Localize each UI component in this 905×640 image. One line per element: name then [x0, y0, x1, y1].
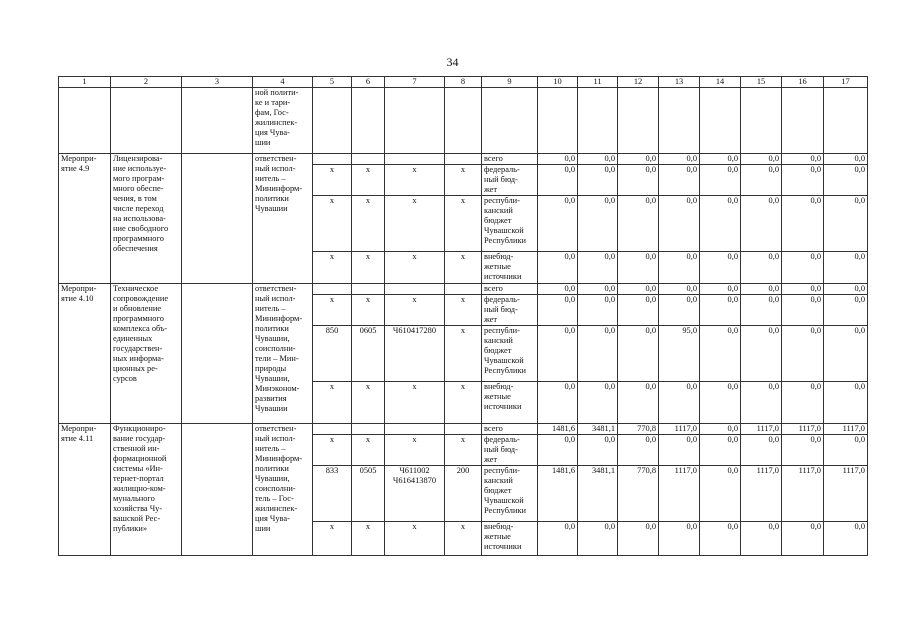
funding-source: внебюд- жетные источники: [482, 522, 538, 556]
table-row: [59, 154, 868, 165]
code-expense-type: x: [445, 326, 482, 382]
code-target: [385, 424, 445, 435]
amount-cell: 0,0: [741, 154, 782, 165]
code-expense-type: x: [445, 295, 482, 326]
code-grbs: [313, 154, 352, 165]
code-expense-type: [445, 154, 482, 165]
amount-cell: 0,0: [659, 435, 700, 466]
amount-cell: 95,0: [659, 326, 700, 382]
column-header: 3: [182, 77, 253, 88]
amount-cell: 0,0: [538, 165, 578, 196]
amount-cell: 0,0: [782, 522, 824, 556]
code-section: [352, 424, 385, 435]
code-section: [352, 284, 385, 295]
amount-cell: 0,0: [741, 165, 782, 196]
amount-cell: 0,0: [700, 252, 741, 284]
column-header: 1: [59, 77, 111, 88]
code-expense-type: x: [445, 196, 482, 252]
empty-cell: [182, 284, 253, 424]
code-expense-type: [445, 284, 482, 295]
amount-cell: 0,0: [782, 154, 824, 165]
code-grbs: x: [313, 165, 352, 196]
amount-cell: 0,0: [618, 522, 659, 556]
amount-cell: 0,0: [538, 154, 578, 165]
amount-cell: 0,0: [782, 326, 824, 382]
amount-cell: 0,0: [618, 252, 659, 284]
funding-source: всего: [482, 284, 538, 295]
amount-cell: 0,0: [578, 252, 618, 284]
funding-source: республи- канский бюджет Чувашской Республики: [482, 326, 538, 382]
funding-source: федераль- ный бюд- жет: [482, 295, 538, 326]
amount-cell: 0,0: [659, 522, 700, 556]
empty-cell: [482, 88, 538, 154]
column-header: 10: [538, 77, 578, 88]
amount-cell: 1117,0: [824, 466, 868, 522]
budget-table: [58, 76, 868, 556]
column-header: 15: [741, 77, 782, 88]
activity-number: Меропри- ятие 4.10: [59, 284, 111, 424]
amount-cell: 0,0: [824, 326, 868, 382]
amount-cell: 0,0: [538, 435, 578, 466]
empty-cell: [313, 88, 352, 154]
amount-cell: 1481,6: [538, 424, 578, 435]
empty-cell: [111, 88, 182, 154]
empty-cell: [700, 88, 741, 154]
amount-cell: 770,8: [618, 424, 659, 435]
amount-cell: 0,0: [741, 382, 782, 424]
continuation-row: [59, 88, 868, 154]
amount-cell: 1117,0: [782, 424, 824, 435]
amount-cell: 0,0: [700, 295, 741, 326]
code-grbs: x: [313, 252, 352, 284]
amount-cell: 0,0: [618, 154, 659, 165]
code-section: x: [352, 295, 385, 326]
column-header: 2: [111, 77, 182, 88]
code-expense-type: x: [445, 382, 482, 424]
empty-cell: [352, 88, 385, 154]
code-target: [385, 154, 445, 165]
code-expense-type: x: [445, 435, 482, 466]
amount-cell: 0,0: [618, 284, 659, 295]
amount-cell: 0,0: [741, 522, 782, 556]
amount-cell: 0,0: [538, 252, 578, 284]
empty-cell: [659, 88, 700, 154]
amount-cell: 0,0: [578, 196, 618, 252]
table-row: [59, 424, 868, 435]
amount-cell: 1117,0: [741, 466, 782, 522]
code-section: x: [352, 522, 385, 556]
amount-cell: 0,0: [538, 522, 578, 556]
empty-cell: [182, 424, 253, 556]
activity-name: Функциониро- вание государ- ственной ин- формационной системы «Ин- тернет-портал жилищно-ком- мунального хозяйства Чу- вашской Рес- публики»: [111, 424, 182, 556]
amount-cell: 0,0: [741, 435, 782, 466]
amount-cell: 1117,0: [659, 466, 700, 522]
amount-cell: 0,0: [659, 252, 700, 284]
amount-cell: 0,0: [578, 284, 618, 295]
column-header: 16: [782, 77, 824, 88]
executor: ответствен- ный испол- нитель – Мининформ- политики Чувашии, соисполни- тель – Гос- жилинспек- ция Чува- шии: [253, 424, 313, 556]
amount-cell: 0,0: [659, 154, 700, 165]
amount-cell: 0,0: [659, 382, 700, 424]
funding-source: всего: [482, 154, 538, 165]
empty-cell: [782, 88, 824, 154]
amount-cell: 0,0: [824, 435, 868, 466]
column-header: 13: [659, 77, 700, 88]
amount-cell: 1117,0: [741, 424, 782, 435]
amount-cell: 0,0: [700, 382, 741, 424]
header-row: [59, 77, 868, 88]
column-header: 6: [352, 77, 385, 88]
empty-cell: [59, 88, 111, 154]
code-target: Ч610417280: [385, 326, 445, 382]
code-section: 0505: [352, 466, 385, 522]
code-target: x: [385, 165, 445, 196]
amount-cell: 0,0: [578, 326, 618, 382]
activity-number: Меропри- ятие 4.11: [59, 424, 111, 556]
code-expense-type: x: [445, 165, 482, 196]
code-section: [352, 154, 385, 165]
amount-cell: 1481,6: [538, 466, 578, 522]
code-expense-type: x: [445, 252, 482, 284]
code-section: x: [352, 382, 385, 424]
code-expense-type: [445, 424, 482, 435]
code-grbs: x: [313, 295, 352, 326]
column-header: 4: [253, 77, 313, 88]
amount-cell: 0,0: [700, 165, 741, 196]
amount-cell: 0,0: [618, 435, 659, 466]
amount-cell: 0,0: [578, 154, 618, 165]
amount-cell: 0,0: [700, 154, 741, 165]
code-grbs: x: [313, 196, 352, 252]
code-target: [385, 284, 445, 295]
amount-cell: 0,0: [578, 295, 618, 326]
amount-cell: 0,0: [782, 435, 824, 466]
amount-cell: 0,0: [824, 196, 868, 252]
amount-cell: 0,0: [659, 295, 700, 326]
amount-cell: 0,0: [618, 382, 659, 424]
amount-cell: 0,0: [782, 196, 824, 252]
amount-cell: 0,0: [741, 295, 782, 326]
code-grbs: x: [313, 435, 352, 466]
funding-source: внебюд- жетные источники: [482, 252, 538, 284]
funding-source: федераль- ный бюд- жет: [482, 435, 538, 466]
amount-cell: 0,0: [538, 326, 578, 382]
funding-source: всего: [482, 424, 538, 435]
amount-cell: 0,0: [618, 326, 659, 382]
empty-cell: [824, 88, 868, 154]
column-header: 9: [482, 77, 538, 88]
activity-name: Техническое сопровождение и обновление программного комплекса объ- единенных государствен- ных информа- ционных ре- сурсов: [111, 284, 182, 424]
amount-cell: 0,0: [824, 165, 868, 196]
amount-cell: 3481,1: [578, 466, 618, 522]
amount-cell: 0,0: [659, 196, 700, 252]
amount-cell: 0,0: [824, 295, 868, 326]
amount-cell: 0,0: [700, 522, 741, 556]
amount-cell: 0,0: [578, 165, 618, 196]
amount-cell: 0,0: [578, 382, 618, 424]
amount-cell: 770,8: [618, 466, 659, 522]
amount-cell: 0,0: [782, 284, 824, 295]
empty-cell: [182, 88, 253, 154]
column-header: 17: [824, 77, 868, 88]
amount-cell: 0,0: [824, 284, 868, 295]
code-section: x: [352, 435, 385, 466]
empty-cell: [618, 88, 659, 154]
code-grbs: 850: [313, 326, 352, 382]
empty-cell: [182, 154, 253, 284]
code-grbs: x: [313, 522, 352, 556]
amount-cell: 0,0: [700, 435, 741, 466]
funding-source: внебюд- жетные источники: [482, 382, 538, 424]
code-expense-type: 200: [445, 466, 482, 522]
amount-cell: 0,0: [538, 382, 578, 424]
code-grbs: [313, 424, 352, 435]
amount-cell: 0,0: [782, 252, 824, 284]
empty-cell: [538, 88, 578, 154]
funding-source: республи- канский бюджет Чувашской Республики: [482, 196, 538, 252]
amount-cell: 0,0: [538, 284, 578, 295]
code-grbs: 833: [313, 466, 352, 522]
amount-cell: 0,0: [824, 154, 868, 165]
code-section: 0605: [352, 326, 385, 382]
amount-cell: 0,0: [824, 252, 868, 284]
code-target: x: [385, 295, 445, 326]
amount-cell: 0,0: [700, 284, 741, 295]
empty-cell: [445, 88, 482, 154]
activity-number: Меропри- ятие 4.9: [59, 154, 111, 284]
code-grbs: x: [313, 382, 352, 424]
continuation-executor: ной полити- ке и тари- фам, Гос- жилинспек- ция Чува- шии: [253, 88, 313, 154]
amount-cell: 0,0: [659, 165, 700, 196]
amount-cell: 0,0: [538, 295, 578, 326]
empty-cell: [741, 88, 782, 154]
page-number: 34: [446, 55, 459, 69]
amount-cell: 3481,1: [578, 424, 618, 435]
code-target: Ч611002 Ч616413870: [385, 466, 445, 522]
code-target: x: [385, 435, 445, 466]
amount-cell: 0,0: [824, 522, 868, 556]
amount-cell: 0,0: [782, 295, 824, 326]
amount-cell: 0,0: [700, 196, 741, 252]
amount-cell: 1117,0: [659, 424, 700, 435]
amount-cell: 0,0: [700, 466, 741, 522]
code-target: x: [385, 252, 445, 284]
amount-cell: 0,0: [618, 295, 659, 326]
code-target: x: [385, 522, 445, 556]
column-header: 7: [385, 77, 445, 88]
code-target: x: [385, 196, 445, 252]
executor: ответствен- ный испол- нитель – Мининформ- политики Чувашии: [253, 154, 313, 284]
column-header: 5: [313, 77, 352, 88]
amount-cell: 0,0: [824, 382, 868, 424]
code-target: x: [385, 382, 445, 424]
column-header: 11: [578, 77, 618, 88]
amount-cell: 0,0: [782, 165, 824, 196]
amount-cell: 0,0: [700, 326, 741, 382]
funding-source: федераль- ный бюд- жет: [482, 165, 538, 196]
funding-source: республи- канский бюджет Чувашской Республики: [482, 466, 538, 522]
activity-name: Лицензирова- ние используе- мого програм- много обеспе- чения, в том числе переход на использова- ние свободного программного обеспечения: [111, 154, 182, 284]
amount-cell: 1117,0: [824, 424, 868, 435]
amount-cell: 1117,0: [782, 466, 824, 522]
column-header: 14: [700, 77, 741, 88]
amount-cell: 0,0: [618, 165, 659, 196]
amount-cell: 0,0: [782, 382, 824, 424]
amount-cell: 0,0: [741, 252, 782, 284]
code-grbs: [313, 284, 352, 295]
amount-cell: 0,0: [538, 196, 578, 252]
empty-cell: [578, 88, 618, 154]
amount-cell: 0,0: [659, 284, 700, 295]
code-section: x: [352, 196, 385, 252]
code-expense-type: x: [445, 522, 482, 556]
column-header: 12: [618, 77, 659, 88]
empty-cell: [385, 88, 445, 154]
amount-cell: 0,0: [741, 196, 782, 252]
amount-cell: 0,0: [741, 284, 782, 295]
amount-cell: 0,0: [700, 424, 741, 435]
code-section: x: [352, 252, 385, 284]
column-header: 8: [445, 77, 482, 88]
amount-cell: 0,0: [578, 435, 618, 466]
table-row: [59, 284, 868, 295]
amount-cell: 0,0: [578, 522, 618, 556]
code-section: x: [352, 165, 385, 196]
executor: ответствен- ный испол- нитель – Мининформ- политики Чувашии, соисполни- тели – Мин- природы Чувашии, Минэконом- развития Чувашии: [253, 284, 313, 424]
amount-cell: 0,0: [741, 326, 782, 382]
amount-cell: 0,0: [618, 196, 659, 252]
